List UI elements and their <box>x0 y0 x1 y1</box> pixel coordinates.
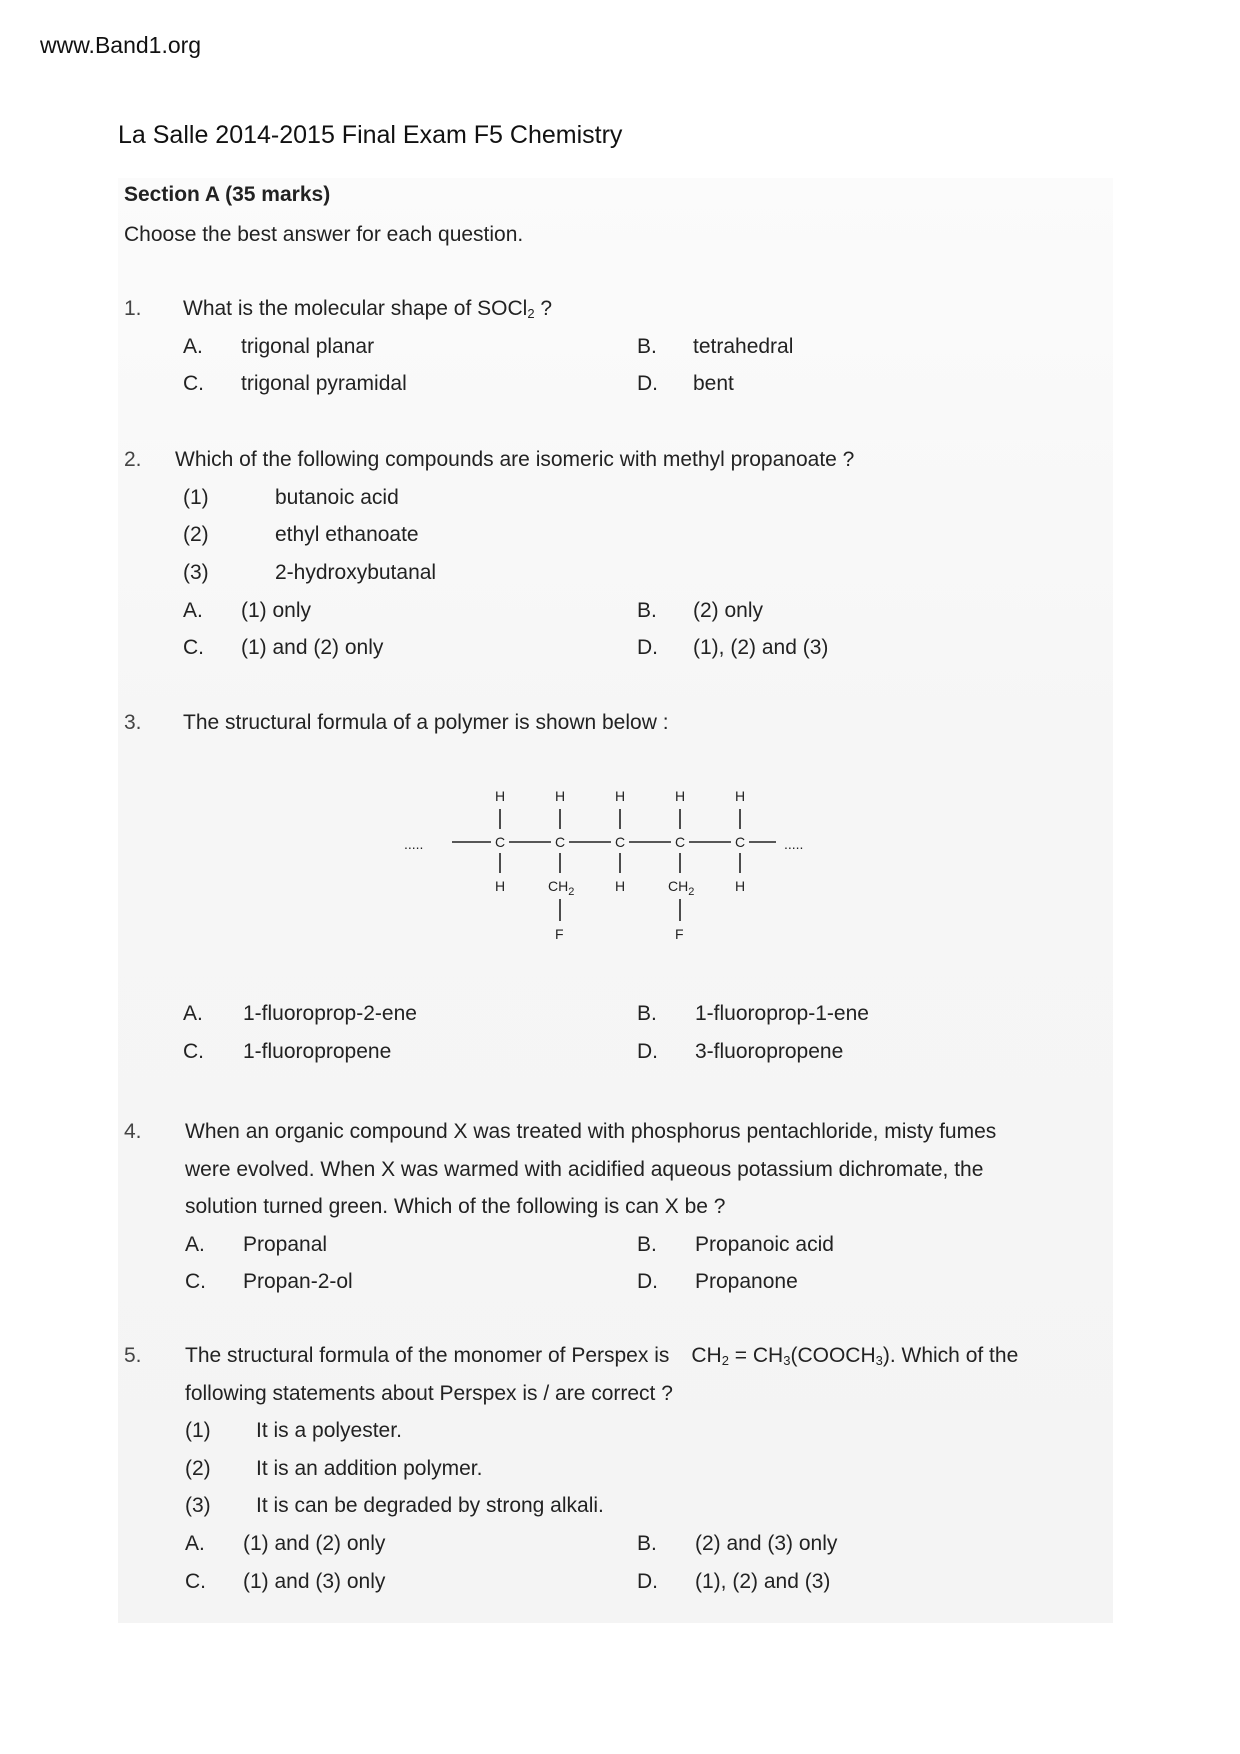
option-d: (1), (2) and (3) <box>693 636 829 659</box>
option-letter: B. <box>637 1233 657 1256</box>
formula-text: CH <box>691 1344 722 1367</box>
atom-c: C <box>495 834 506 850</box>
right-ellipsis: ..... <box>784 836 804 852</box>
option-letter: C. <box>185 1570 206 1593</box>
statement-text: It is can be degraded by strong alkali. <box>256 1494 604 1517</box>
option-letter: D. <box>637 1040 658 1063</box>
option-letter: B. <box>637 335 657 358</box>
option-letter: B. <box>637 1002 657 1025</box>
left-ellipsis: ..... <box>404 836 424 852</box>
option-c: Propan-2-ol <box>243 1270 353 1293</box>
question-number: 3. <box>124 711 142 734</box>
question-stem: The structural formula of a polymer is shown below : <box>183 711 669 734</box>
option-b: (2) only <box>693 599 764 622</box>
option-letter: D. <box>637 372 658 395</box>
statement-label: (2) <box>185 1457 211 1480</box>
option-c: 1-fluoropropene <box>243 1040 392 1063</box>
option-b: Propanoic acid <box>695 1233 834 1256</box>
statement-label: (1) <box>185 1419 211 1442</box>
option-d: Propanone <box>695 1270 798 1293</box>
option-d: bent <box>693 372 734 395</box>
statement-label: (1) <box>183 486 209 509</box>
question-stem-line: following statements about Perspex is / are correct ? <box>185 1382 673 1405</box>
statement-text: 2-hydroxybutanal <box>275 561 437 584</box>
question-number: 5. <box>124 1344 142 1367</box>
option-c: (1) and (3) only <box>243 1570 386 1593</box>
question-number: 1. <box>124 297 142 320</box>
option-c: (1) and (2) only <box>241 636 384 659</box>
exam-title: La Salle 2014-2015 Final Exam F5 Chemistry <box>118 121 623 149</box>
question-stem-line-1 <box>185 1344 1018 1368</box>
option-letter: A. <box>185 1532 205 1555</box>
option-letter: D. <box>637 1570 658 1593</box>
option-a: (1) only <box>241 599 312 622</box>
option-letter: B. <box>637 599 657 622</box>
option-a: (1) and (2) only <box>243 1532 386 1555</box>
option-b: (2) and (3) only <box>695 1532 838 1555</box>
atom-h-bottom: H <box>615 878 626 894</box>
option-letter: C. <box>183 372 204 395</box>
atom-f: F <box>675 926 684 942</box>
monomer-formula <box>691 1344 1018 1368</box>
stem-text: What is the molecular shape of SOCl <box>183 297 528 320</box>
option-letter: A. <box>185 1233 205 1256</box>
question-stem-line: solution turned green. Which of the following is can X be ? <box>185 1195 726 1218</box>
subscript: 2 <box>527 306 535 321</box>
atom-f: F <box>555 926 564 942</box>
statement-label: (3) <box>183 561 209 584</box>
statement-text: butanoic acid <box>275 486 399 509</box>
option-d: (1), (2) and (3) <box>695 1570 831 1593</box>
subscript: 3 <box>875 1353 883 1368</box>
question-stem: Which of the following compounds are isomeric with methyl propanoate ? <box>175 448 855 471</box>
question-number: 4. <box>124 1120 142 1143</box>
group-ch2: $CH_2$ <box>548 878 575 898</box>
statement-label: (2) <box>183 523 209 546</box>
section-instruction: Choose the best answer for each question. <box>124 223 524 246</box>
option-letter: C. <box>183 1040 204 1063</box>
question-stem-line: When an organic compound X was treated with phosphorus pentachloride, misty fumes <box>185 1120 997 1143</box>
atom-h-top: H <box>495 788 506 804</box>
atom-c: C <box>555 834 566 850</box>
subscript: 3 <box>783 1353 791 1368</box>
option-a: 1-fluoroprop-2-ene <box>243 1002 417 1025</box>
polymer-diagram <box>400 785 840 960</box>
atom-c: C <box>735 834 746 850</box>
group-ch2: $CH_2$ <box>668 878 695 898</box>
atom-h-bottom: H <box>495 878 506 894</box>
option-letter: D. <box>637 636 658 659</box>
section-heading: Section A (35 marks) <box>124 183 331 206</box>
atom-h-bottom: H <box>735 878 746 894</box>
option-letter: D. <box>637 1270 658 1293</box>
option-a: trigonal planar <box>241 335 375 358</box>
question-stem-line: The structural formula of the monomer of Perspex is <box>185 1344 670 1367</box>
statement-label: (3) <box>185 1494 211 1517</box>
statement-text: It is a polyester. <box>256 1419 402 1442</box>
option-letter: B. <box>637 1532 657 1555</box>
site-watermark: www.Band1.org <box>40 32 202 58</box>
formula-text: ). Which of the <box>882 1344 1019 1367</box>
stem-text: ? <box>534 297 553 320</box>
atom-h-top: H <box>615 788 626 804</box>
subscript: 2 <box>721 1353 729 1368</box>
option-letter: A. <box>183 335 203 358</box>
option-letter: A. <box>183 599 203 622</box>
atom-h-top: H <box>675 788 686 804</box>
atom-c: C <box>675 834 686 850</box>
statement-text: ethyl ethanoate <box>275 523 419 546</box>
option-letter: C. <box>185 1270 206 1293</box>
option-c: trigonal pyramidal <box>241 372 407 395</box>
option-b: tetrahedral <box>693 335 794 358</box>
option-b: 1-fluoroprop-1-ene <box>695 1002 869 1025</box>
question-number: 2. <box>124 448 142 471</box>
formula-text: (COOCH <box>790 1344 876 1367</box>
question-stem-line: were evolved. When X was warmed with acidified aqueous potassium dichromate, the <box>185 1158 984 1181</box>
statement-text: It is an addition polymer. <box>256 1457 483 1480</box>
atom-h-top: H <box>735 788 746 804</box>
formula-text: = CH <box>728 1344 784 1367</box>
option-letter: A. <box>183 1002 203 1025</box>
atom-h-top: H <box>555 788 566 804</box>
question-stem <box>183 297 552 321</box>
option-letter: C. <box>183 636 204 659</box>
option-d: 3-fluoropropene <box>695 1040 844 1063</box>
option-a: Propanal <box>243 1233 328 1256</box>
atom-c: C <box>615 834 626 850</box>
